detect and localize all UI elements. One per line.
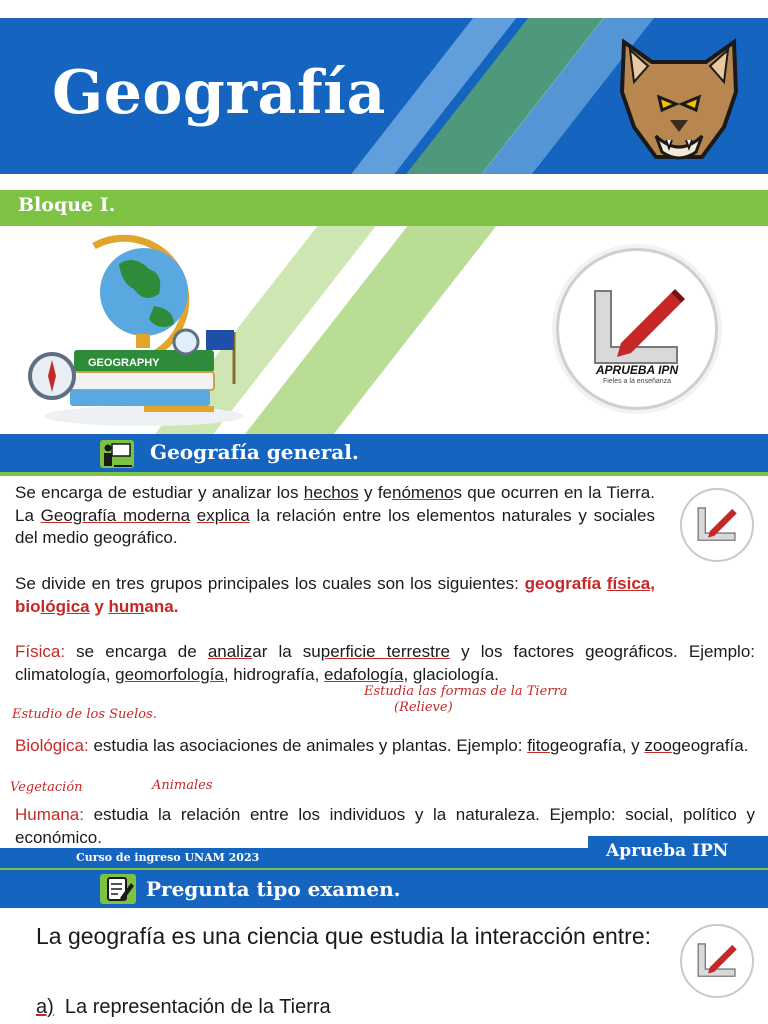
bloque-label: Bloque I.	[18, 194, 116, 216]
term-label: Humana:	[15, 805, 84, 824]
exam-notepad-icon	[98, 872, 138, 906]
text-span: estudia la relación entre los individuos y la naturaleza. Ejemplo: social, político y económico.	[15, 805, 755, 847]
text-span: edafología	[324, 664, 404, 684]
aprueba-ipn-logo	[556, 248, 718, 410]
text-span: , glaciología.	[403, 664, 499, 684]
logo-name: APRUEBA IPN	[595, 363, 679, 377]
text-span: física	[606, 574, 651, 593]
section-bar-general	[0, 434, 768, 472]
text-span: ar la su	[252, 642, 321, 661]
text-span: perficie terrestre	[320, 642, 450, 661]
note-relieve: Estudia las formas de la Tierra	[364, 684, 568, 699]
text-span: estudia las asociaciones de animales y plantas. Ejemplo:	[88, 736, 528, 755]
text-span: y los factores geográficos. Ejemplo: climatología,	[15, 642, 755, 684]
logo-tagline: Fieles a la enseñanza	[602, 378, 672, 385]
text-span	[190, 506, 197, 525]
text-span: geografía, y	[549, 736, 645, 755]
text-span: lógica	[40, 596, 90, 616]
text-span: Se encarga de estudiar y analizar los	[15, 483, 304, 502]
text-span: y fe	[358, 483, 392, 502]
text-span: ,	[650, 574, 655, 593]
globe-books-illustration	[24, 234, 254, 429]
paragraph-fisica	[15, 641, 755, 686]
book-label: GEOGRAPHY	[88, 357, 160, 369]
bloque-bar	[0, 190, 768, 226]
brand-tab	[588, 836, 768, 870]
ruler-pencil-icon	[682, 490, 752, 560]
note-animales: Animales	[152, 778, 213, 793]
text-span: ana.	[144, 596, 179, 616]
text-span: bio	[15, 596, 41, 616]
text-span: s que ocurren en la Tierra. La	[15, 483, 655, 525]
ruler-pencil-icon	[682, 926, 752, 996]
question-text: La geografía es una ciencia que estudia la interacción entre:	[36, 923, 652, 949]
header-banner	[0, 18, 768, 174]
aprueba-ipn-small-logo	[680, 924, 754, 998]
text-span: y	[89, 596, 109, 616]
hero-section	[0, 226, 768, 434]
text-span: geografía	[524, 574, 607, 593]
course-label: Curso de ingreso UNAM 2023	[76, 851, 260, 864]
section-title-general: Geografía general.	[150, 440, 359, 464]
paragraph-groups	[15, 573, 655, 618]
text-span: Se divide en tres grupos principales los cuales son los siguientes:	[15, 574, 525, 593]
text-span: nómeno	[392, 483, 454, 502]
teacher-board-icon	[98, 438, 138, 470]
text-span: explica	[196, 505, 250, 525]
text-span: fito	[527, 736, 550, 755]
section-title-exam: Pregunta tipo examen.	[146, 877, 401, 901]
text-span: se encarga de	[65, 642, 208, 661]
option-a[interactable]	[36, 996, 331, 1019]
text-span: zoo	[644, 736, 672, 755]
brand-label: Aprueba IPN	[606, 841, 729, 861]
text-span: hum	[108, 596, 145, 616]
text-span: geomorfología,	[115, 664, 229, 684]
text-span: hidrografía,	[228, 664, 325, 684]
option-a-letter: a)	[36, 996, 54, 1018]
puma-mascot-logo	[604, 32, 754, 172]
option-a-text: La representación de la Tierra	[64, 996, 331, 1018]
note-relieve-2: (Relieve)	[394, 700, 453, 715]
text-span: geografía.	[671, 736, 749, 755]
note-suelos: Estudio de los Suelos.	[12, 707, 157, 722]
text-span: la relación entre los elementos naturales y sociales del medio geográfico.	[15, 505, 655, 547]
term-label: Biológica:	[15, 736, 89, 755]
term-label: Física:	[15, 642, 66, 661]
top-margin	[0, 0, 768, 18]
text-span: analiz	[207, 642, 253, 661]
text-span: Geografía moderna	[40, 505, 191, 525]
note-vegetacion: Vegetación	[10, 780, 83, 795]
section-bar-edge	[0, 868, 768, 870]
page-title: Geografía	[52, 58, 386, 128]
paragraph-biologica	[15, 735, 755, 758]
text-span: hechos	[303, 483, 359, 502]
section-bar-edge	[0, 472, 768, 476]
section-bar-exam	[0, 870, 768, 908]
aprueba-ipn-small-logo	[680, 488, 754, 562]
paragraph-definition	[15, 482, 655, 550]
